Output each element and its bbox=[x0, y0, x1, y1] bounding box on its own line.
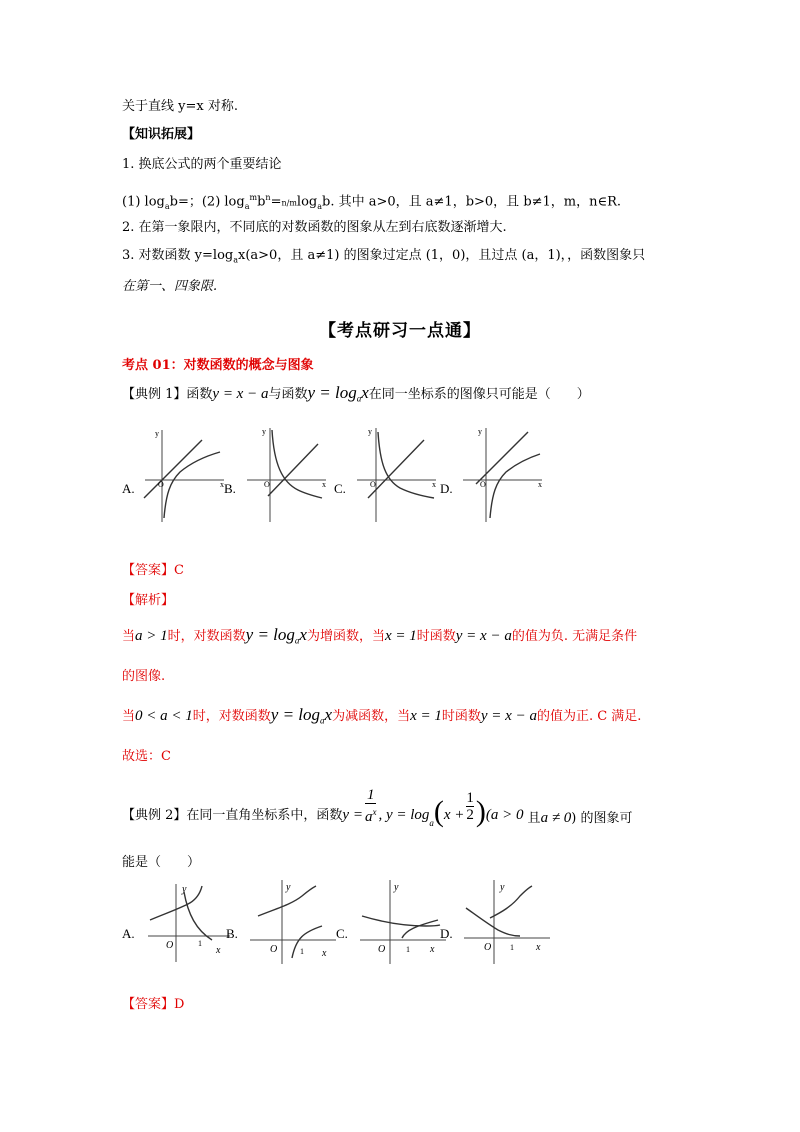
example-2-graph-a bbox=[140, 880, 235, 965]
svg-text:O: O bbox=[480, 480, 486, 489]
example-1-graph-d bbox=[458, 424, 548, 524]
example-2-graph-b bbox=[244, 876, 339, 966]
option-c-label: C. bbox=[334, 481, 346, 496]
svg-text:y: y bbox=[500, 882, 505, 893]
svg-text:x: x bbox=[322, 480, 326, 489]
option-d-label-2: D. bbox=[440, 926, 453, 941]
analysis-line-1: 当a > 1时，对数函数$y = \log_ax$为增函数，当x = 1时函数y = x − a的值为负. 无满足条件 bbox=[122, 625, 638, 646]
svg-text:O: O bbox=[166, 940, 174, 951]
key-point-heading: 考点 01：对数函数的概念与图象 bbox=[122, 358, 314, 373]
example-2-graph-d bbox=[458, 876, 553, 966]
example-2-answer: 【答案】D bbox=[122, 997, 185, 1012]
example-2-question: 【典例 2】在同一直角坐标系中，函数y = $\frac{1}{a^x}$ , $y = \log_a(x$ + $\frac{1}{2}$ )(a > 0 且a ≠ 0) 的图象可 bbox=[122, 787, 633, 828]
knowledge-heading: 【知识拓展】 bbox=[122, 127, 201, 142]
svg-text:O: O bbox=[270, 944, 278, 955]
svg-text:y: y bbox=[478, 427, 482, 436]
svg-text:x: x bbox=[430, 944, 435, 955]
svg-text:y: y bbox=[394, 882, 399, 893]
example-1-graph-a bbox=[140, 424, 230, 524]
knowledge-formula: (1) $\log_ab=$；(2) $\log_a^mb^n=n/mlog_ab$. 其中 a>0，且 a≠1，b>0，且 b≠1，m，n∈R. bbox=[122, 193, 622, 211]
svg-text:O: O bbox=[158, 480, 164, 489]
analysis-line-2: 当0 < a < 1时，对数函数$y = \log_ax$为减函数，当x = 1时函数y = x − a的值为正. C 满足. bbox=[122, 705, 642, 726]
svg-text:x: x bbox=[432, 480, 436, 489]
svg-text:y: y bbox=[182, 884, 187, 895]
analysis-line-1-cont: 的图像. bbox=[122, 669, 166, 684]
svg-text:O: O bbox=[370, 480, 376, 489]
svg-text:1: 1 bbox=[510, 943, 514, 952]
svg-text:O: O bbox=[484, 942, 492, 953]
svg-text:1: 1 bbox=[198, 939, 202, 948]
analysis-conclusion: 故选：C bbox=[122, 749, 171, 764]
svg-text:x: x bbox=[536, 942, 541, 953]
knowledge-item-2: 2. 在第一象限内，不同底的对数函数的图象从左到右底数逐渐增大. bbox=[122, 220, 507, 235]
option-a-label: A. bbox=[122, 481, 135, 496]
example-1-graph-c bbox=[352, 424, 442, 524]
svg-text:y: y bbox=[262, 427, 266, 436]
example-2-graph-c bbox=[354, 876, 449, 966]
svg-text:1: 1 bbox=[406, 945, 410, 954]
option-c-label-2: C. bbox=[336, 926, 348, 941]
svg-text:O: O bbox=[378, 944, 386, 955]
svg-text:y: y bbox=[286, 882, 291, 893]
option-d-label: D. bbox=[440, 481, 453, 496]
section-title: 【考点研习一点通】 bbox=[319, 321, 481, 341]
svg-text:x: x bbox=[220, 480, 224, 489]
svg-text:y: y bbox=[155, 429, 159, 438]
example-2-question-cont: 能是（ ） bbox=[122, 855, 201, 870]
analysis-heading: 【解析】 bbox=[122, 593, 175, 608]
text-line-1: 关于直线 y=x 对称. bbox=[122, 99, 238, 114]
example-1-answer: 【答案】C bbox=[122, 563, 184, 578]
svg-text:1: 1 bbox=[300, 947, 304, 956]
svg-text:O: O bbox=[264, 480, 270, 489]
knowledge-item-3: 3. 对数函数 $y=\log_ax(a>0$，且 a≠1) 的图象过定点 (1，0)，且过点 (a，1)，，函数图象只 bbox=[122, 248, 646, 265]
option-a-label-2: A. bbox=[122, 926, 135, 941]
svg-text:x: x bbox=[322, 948, 327, 959]
example-1-graph-b bbox=[242, 424, 332, 524]
svg-text:y: y bbox=[368, 427, 372, 436]
example-1-question: 【典例 1】函数y = x − a与函数$y = \log_ax$在同一坐标系的图像只可能是（ ） bbox=[122, 383, 590, 404]
svg-text:x: x bbox=[538, 480, 542, 489]
knowledge-item-1: 1. 换底公式的两个重要结论 bbox=[122, 157, 282, 172]
knowledge-item-3-cont: 在第一、四象限. bbox=[122, 279, 218, 294]
svg-text:x: x bbox=[216, 945, 221, 956]
option-b-label-2: B. bbox=[226, 926, 238, 941]
option-b-label: B. bbox=[224, 481, 236, 496]
